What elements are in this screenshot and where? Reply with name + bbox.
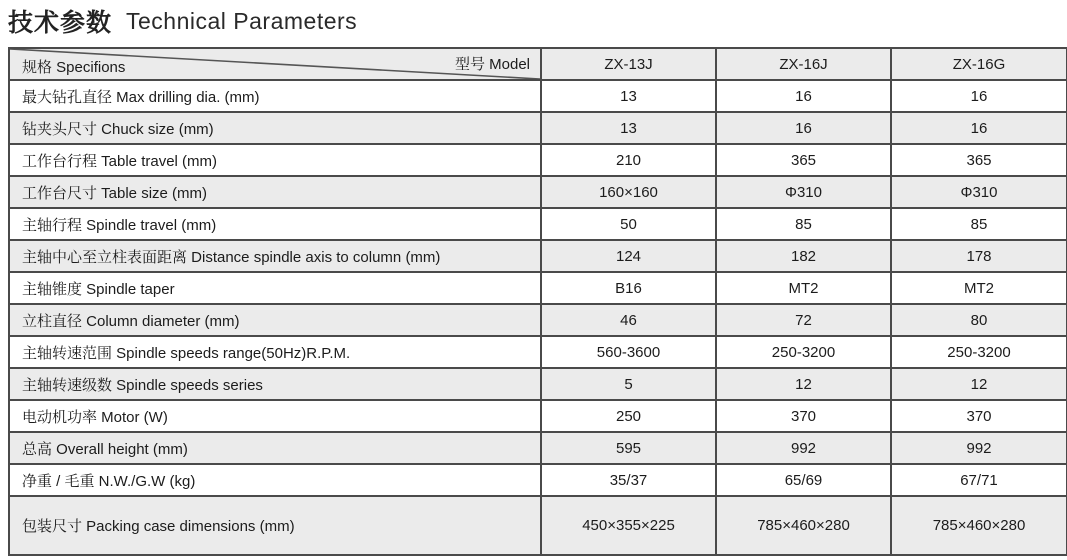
row-value: 124 xyxy=(541,240,716,272)
page-title-chinese: 技术参数 xyxy=(8,9,113,37)
row-value: 785×460×280 xyxy=(891,496,1067,555)
table-row xyxy=(9,176,1067,208)
row-label: 工作台行程 Table travel (mm) xyxy=(9,144,541,176)
row-label: 主轴中心至立柱表面距离 Distance spindle axis to column (mm) xyxy=(9,240,541,272)
row-label: 钻夹头尺寸 Chuck size (mm) xyxy=(9,112,541,144)
row-value: 160×160 xyxy=(541,176,716,208)
table-row xyxy=(9,80,1067,112)
page-title-english: Technical Parameters xyxy=(126,7,358,34)
row-value: 67/71 xyxy=(891,464,1067,496)
row-label: 工作台尺寸 Table size (mm) xyxy=(9,176,541,208)
table-row xyxy=(9,400,1067,432)
row-value: 12 xyxy=(716,368,891,400)
table-row xyxy=(9,496,1067,555)
row-value: 992 xyxy=(716,432,891,464)
row-value: 365 xyxy=(891,144,1067,176)
row-label: 立柱直径 Column diameter (mm) xyxy=(9,304,541,336)
row-value: 210 xyxy=(541,144,716,176)
row-value: 595 xyxy=(541,432,716,464)
row-value: 785×460×280 xyxy=(716,496,891,555)
table-row xyxy=(9,144,1067,176)
row-value: 16 xyxy=(891,112,1067,144)
model-column-header: ZX-13J xyxy=(541,48,716,80)
spec-header-label: 规格 Specifions xyxy=(22,58,126,76)
table-row xyxy=(9,432,1067,464)
row-label: 总高 Overall height (mm) xyxy=(9,432,541,464)
row-value: 46 xyxy=(541,304,716,336)
table-row xyxy=(9,304,1067,336)
row-value: Φ310 xyxy=(716,176,891,208)
row-value: MT2 xyxy=(891,272,1067,304)
row-value: B16 xyxy=(541,272,716,304)
row-value: 50 xyxy=(541,208,716,240)
row-value: 13 xyxy=(541,112,716,144)
row-value: 16 xyxy=(716,112,891,144)
model-header-label: 型号 Model xyxy=(454,55,530,73)
spec-model-header-content xyxy=(10,49,540,79)
row-value: 72 xyxy=(716,304,891,336)
row-value: 5 xyxy=(541,368,716,400)
row-value: 992 xyxy=(891,432,1067,464)
table-row xyxy=(9,272,1067,304)
row-value: Φ310 xyxy=(891,176,1067,208)
row-label: 净重 / 毛重 N.W./G.W (kg) xyxy=(9,464,541,496)
row-label: 主轴转速范围 Spindle speeds range(50Hz)R.P.M. xyxy=(9,336,541,368)
row-label: 包装尺寸 Packing case dimensions (mm) xyxy=(9,496,541,555)
row-value: 16 xyxy=(891,80,1067,112)
model-column-header: ZX-16G xyxy=(891,48,1067,80)
row-value: 250 xyxy=(541,400,716,432)
row-value: MT2 xyxy=(716,272,891,304)
table-body xyxy=(9,80,1067,555)
table-row xyxy=(9,464,1067,496)
row-label: 主轴锥度 Spindle taper xyxy=(9,272,541,304)
row-label: 主轴转速级数 Spindle speeds series xyxy=(9,368,541,400)
row-value: 178 xyxy=(891,240,1067,272)
row-value: 80 xyxy=(891,304,1067,336)
row-value: 365 xyxy=(716,144,891,176)
row-value: 85 xyxy=(891,208,1067,240)
row-value: 13 xyxy=(541,80,716,112)
table-header-row xyxy=(9,48,1067,80)
row-value: 35/37 xyxy=(541,464,716,496)
row-value: 16 xyxy=(716,80,891,112)
row-label: 最大钻孔直径 Max drilling dia. (mm) xyxy=(9,80,541,112)
row-value: 65/69 xyxy=(716,464,891,496)
table-row xyxy=(9,368,1067,400)
row-value: 450×355×225 xyxy=(541,496,716,555)
row-value: 370 xyxy=(891,400,1067,432)
row-label: 电动机功率 Motor (W) xyxy=(9,400,541,432)
table-row xyxy=(9,336,1067,368)
model-column-header: ZX-16J xyxy=(716,48,891,80)
row-value: 182 xyxy=(716,240,891,272)
table-row xyxy=(9,112,1067,144)
row-label: 主轴行程 Spindle travel (mm) xyxy=(9,208,541,240)
technical-parameters-table xyxy=(8,47,1067,556)
row-value: 85 xyxy=(716,208,891,240)
row-value: 560-3600 xyxy=(541,336,716,368)
page-title xyxy=(8,2,357,40)
spec-model-header-cell xyxy=(9,48,541,80)
table-row xyxy=(9,208,1067,240)
row-value: 250-3200 xyxy=(891,336,1067,368)
row-value: 12 xyxy=(891,368,1067,400)
row-value: 370 xyxy=(716,400,891,432)
table-row xyxy=(9,240,1067,272)
row-value: 250-3200 xyxy=(716,336,891,368)
